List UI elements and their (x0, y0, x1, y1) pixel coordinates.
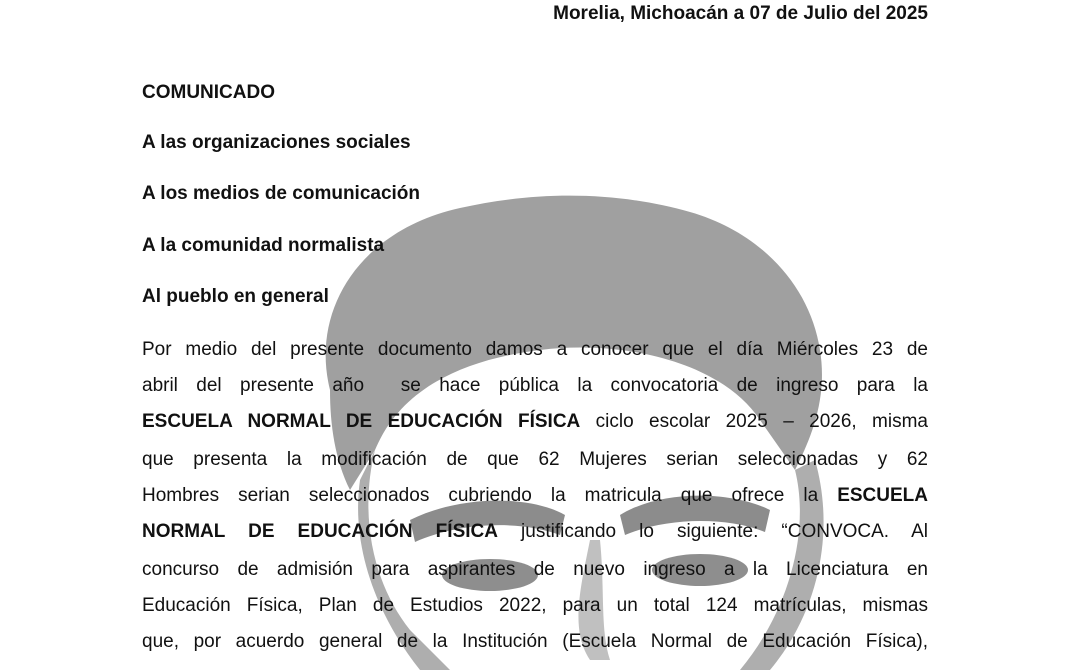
body-line (142, 485, 928, 507)
body-text: Hombres serian seleccionados cubriendo la matricula que ofrece la (142, 485, 838, 506)
addressee-line: Al pueblo en general (142, 286, 329, 307)
addressee-line: A los medios de comunicación (142, 183, 421, 204)
body-line: Educación Física, Plan de Estudios 2022, para un total 124 matrículas, mismas (142, 595, 928, 616)
body-line: Por medio del presente documento damos a conocer que el día Miércoles 23 de (142, 339, 928, 360)
body-line: que presenta la modificación de que 62 Mujeres serian seleccionadas y 62 (142, 449, 928, 470)
body-line: concurso de admisión para aspirantes de nuevo ingreso a la Licenciatura en (142, 559, 928, 580)
communique-heading: COMUNICADO (142, 82, 275, 103)
body-text: abril del presente año se hace pública la convocatoria de ingreso para la (142, 375, 928, 396)
body-line (142, 411, 928, 433)
body-text: ciclo escolar 2025 – 2026, misma (580, 411, 928, 432)
body-line (142, 521, 928, 543)
school-name-bold: NORMAL DE EDUCACIÓN FÍSICA (142, 521, 498, 542)
addressee-line: A la comunidad normalista (142, 235, 385, 256)
date-line: Morelia, Michoacán a 07 de Julio del 2025 (553, 3, 928, 24)
school-name-bold: ESCUELA (837, 485, 928, 506)
school-name-bold: ESCUELA NORMAL DE EDUCACIÓN FÍSICA (142, 411, 581, 432)
body-line: que, por acuerdo general de la Institución (Escuela Normal de Educación Física), (142, 631, 928, 652)
body-line (142, 375, 928, 397)
body-text: justificando lo siguiente: “CONVOCA. Al (497, 521, 928, 542)
addressee-line: A las organizaciones sociales (142, 132, 411, 153)
